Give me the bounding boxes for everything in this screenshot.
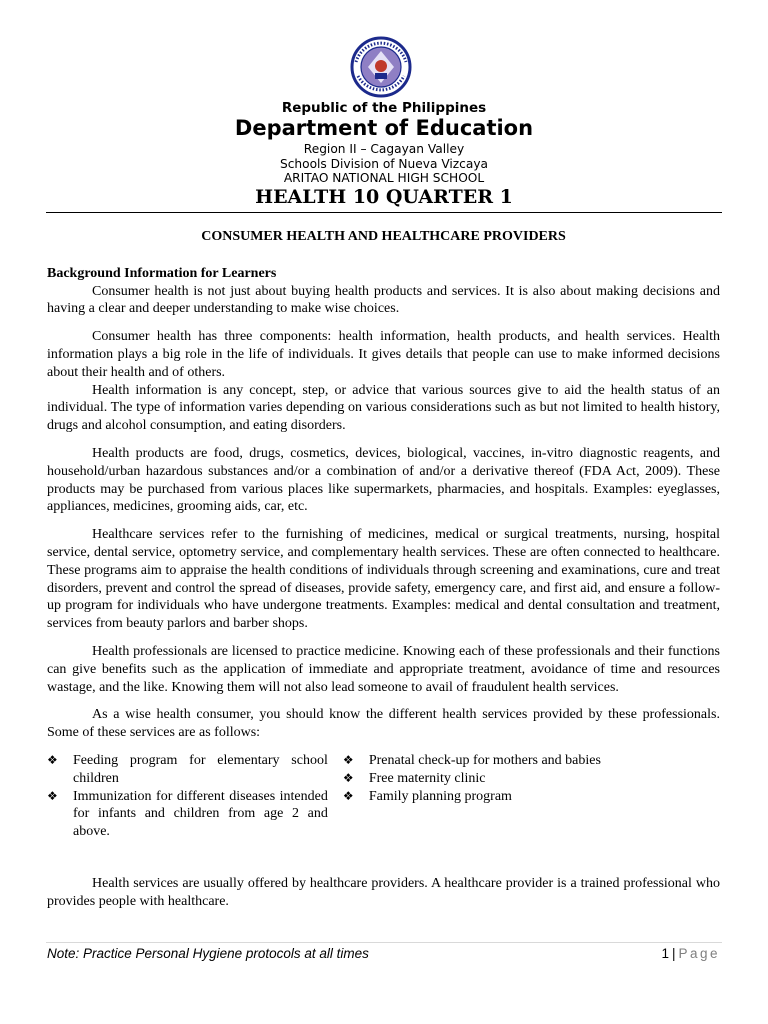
- school-line: ARITAO NATIONAL HIGH SCHOOL: [283, 171, 485, 185]
- list-item: [343, 788, 720, 806]
- footer-note: Note: Practice Personal Hygiene protocols at all times: [47, 946, 369, 961]
- section-heading: Background Information for Learners: [47, 265, 277, 281]
- diamond-bullet-icon: ❖: [342, 770, 354, 785]
- paragraph-wise-consumer: As a wise health consumer, you should know the different health services provided by these professionals. Some of these services are as follows:: [47, 707, 720, 741]
- list-item-text: Feeding program for elementary school children: [73, 752, 328, 786]
- services-list: [47, 752, 720, 841]
- document-title: CONSUMER HEALTH AND HEALTHCARE PROVIDERS: [201, 229, 566, 244]
- header-divider: [46, 212, 722, 213]
- page-label: Page: [678, 946, 720, 961]
- paragraph-health-information: Health information is any concept, step, or advice that various sources give to aid the health status of an individual. The type of information varies depending on various considerations such as but not limited to health history, drugs and alcohol consumption, and eating disorders.: [47, 382, 720, 434]
- list-item: [343, 752, 720, 770]
- quarter-title: HEALTH 10 QUARTER 1: [255, 186, 513, 208]
- list-item-text: Immunization for different diseases intended for infants and children from age 2 and above.: [73, 788, 328, 840]
- paragraph-health-products: Health products are food, drugs, cosmetics, devices, biological, vaccines, in-vitro diagnostic reagents, and household/urban hazardous substances and/or a combination of and/or a derivative thereof (FDA Act, 2009). These products may be purchased from various places like supermarkets, pharmacies, and hospitals. Examples: eyeglasses, appliances, medicines, grooming aids, car, etc.: [47, 445, 720, 515]
- diamond-bullet-icon: ❖: [47, 752, 58, 767]
- diamond-bullet-icon: ❖: [47, 788, 58, 803]
- list-item: [47, 788, 328, 841]
- list-item: [343, 770, 720, 788]
- services-list-left: [47, 752, 328, 841]
- document-body: [47, 228, 720, 921]
- paragraph-health-professionals: Health professionals are licensed to practice medicine. Knowing each of these professionals and their functions can give benefits such as the application of immediate and appropriate treatment, avoidance of time and resources wastage, and the like. Knowing them will not also lead someone to avail of fraudulent health services.: [47, 643, 720, 695]
- list-item-text: Prenatal check-up for mothers and babies: [368, 752, 601, 768]
- list-item-text: Free maternity clinic: [368, 770, 486, 786]
- deped-seal-logo: [342, 36, 420, 98]
- region-line: Region II – Cagayan Valley: [303, 142, 465, 156]
- diamond-bullet-icon: ❖: [342, 752, 354, 767]
- republic-heading: Republic of the Philippines: [281, 100, 487, 116]
- page-number: [661, 946, 720, 961]
- list-item-text: Family planning program: [368, 788, 512, 804]
- page-number-value: 1: [661, 946, 669, 961]
- department-heading: Department of Education: [234, 116, 534, 140]
- division-line: Schools Division of Nueva Vizcaya: [279, 156, 489, 171]
- page-separator: |: [671, 946, 676, 961]
- diamond-bullet-icon: ❖: [342, 788, 354, 803]
- paragraph-components: Consumer health has three components: health information, health products, and health services. Health information plays a big role in the life of individuals. It gives details that people can use to make informed decisions about their health and of others.: [47, 329, 720, 380]
- paragraph-healthcare-providers: Health services are usually offered by healthcare providers. A healthcare provider is a trained professional who provides people with healthcare.: [47, 875, 720, 909]
- paragraph-consumer-health: Consumer health is not just about buying health products and services. It is also about making decisions and having a clear and deeper understanding to make wise choices.: [47, 283, 720, 317]
- list-item: [47, 752, 328, 788]
- footer-divider: [46, 942, 722, 943]
- services-list-right: [343, 752, 720, 841]
- paragraph-healthcare-services: Healthcare services refer to the furnishing of medicines, medical or surgical treatments, nursing, hospital service, dental service, optometry service, and complementary health services. These are often connected to healthcare. These programs aim to appraise the health conditions of individuals through screening and examinations, cure and treat disorders, prevent and control the spread of diseases, provide safety, emergency care, and first aid, and ensure a follow-up program for individuals who have undergone treatments. Examples: medical and dental consultation and treatment, services from beauty parlors and barber shops.: [47, 527, 720, 632]
